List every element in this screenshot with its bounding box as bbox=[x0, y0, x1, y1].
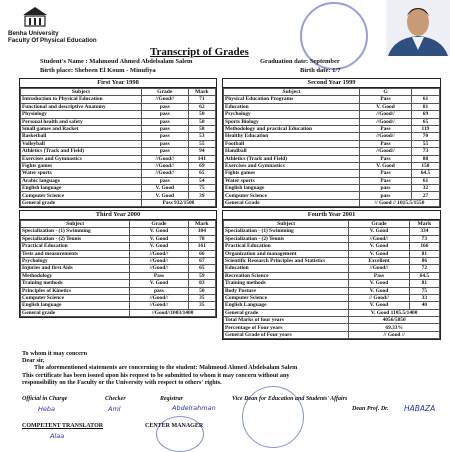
mark-cell: 50 bbox=[188, 118, 215, 125]
second-year-title: Second Year 1999 bbox=[223, 79, 440, 88]
mark-cell: 35 bbox=[188, 302, 215, 309]
mark-cell: 62 bbox=[188, 103, 215, 110]
subject-cell: Water sports bbox=[224, 177, 360, 184]
table-row bbox=[224, 317, 440, 324]
table-row bbox=[224, 118, 440, 125]
table-row bbox=[21, 185, 216, 192]
mark-cell: 73 bbox=[411, 148, 439, 155]
mark-cell: 61 bbox=[411, 96, 439, 103]
subject-cell: Functional and descriptive Anatomy bbox=[21, 103, 142, 110]
subject-cell: Computer Science bbox=[21, 294, 130, 301]
mark-cell: 119 bbox=[411, 125, 439, 132]
letter-paragraph-2: This certificate has been issued upon his request to be submitted to whom it may concern without any bbox=[22, 371, 290, 379]
birth-place-line bbox=[40, 67, 156, 74]
grade-cell: Pass bbox=[360, 96, 412, 103]
letter-salutation: To whom it may concern bbox=[22, 350, 88, 357]
mark-cell: 66 bbox=[188, 250, 215, 257]
subject-cell: Personal health and safety bbox=[21, 118, 142, 125]
official-signature: Heba bbox=[38, 405, 55, 413]
column-header: Subject bbox=[21, 89, 142, 96]
subject-cell: General Grade of Four years bbox=[224, 331, 349, 338]
table-header-row bbox=[21, 221, 216, 228]
dean-signature: HABAZA bbox=[404, 404, 436, 413]
grade-cell: //Good// bbox=[130, 250, 189, 257]
mark-cell: 86 bbox=[409, 257, 439, 264]
grade-cell: V. Good bbox=[349, 228, 409, 235]
subject-cell: English Language bbox=[224, 302, 349, 309]
table-row bbox=[21, 177, 216, 184]
subject-cell: English language bbox=[21, 185, 142, 192]
table-row bbox=[224, 162, 440, 169]
subject-cell: Computer Science bbox=[224, 294, 349, 301]
mark-cell: 75 bbox=[188, 185, 215, 192]
table-row bbox=[21, 272, 216, 279]
table-header-row bbox=[224, 221, 440, 228]
mark-cell: 81 bbox=[409, 280, 439, 287]
mark-cell: 50 bbox=[188, 287, 215, 294]
table-row bbox=[21, 155, 216, 162]
grade-cell: //Good// bbox=[130, 302, 189, 309]
subject-cell: Sports Biology bbox=[224, 118, 360, 125]
subject-cell: Specialization - (1) Swimming bbox=[224, 228, 349, 235]
mark-cell: 73 bbox=[409, 235, 439, 242]
student-name-line bbox=[40, 58, 192, 65]
grade-cell: pass bbox=[141, 177, 188, 184]
table-row bbox=[224, 192, 440, 199]
table-row bbox=[21, 111, 216, 118]
mark-cell: 69 bbox=[188, 162, 215, 169]
subject-cell: Physical Education Programs bbox=[224, 96, 360, 103]
registrar-label: Registrar bbox=[160, 396, 184, 402]
page-title: Transcript of Grades bbox=[150, 46, 249, 58]
table-row bbox=[21, 309, 216, 316]
table-row bbox=[21, 140, 216, 147]
grade-cell: // Good // bbox=[349, 331, 440, 338]
column-header: Mark bbox=[409, 221, 439, 228]
subject-cell: Education bbox=[224, 103, 360, 110]
table-row bbox=[21, 103, 216, 110]
subject-cell: Healthy Education bbox=[224, 133, 360, 140]
table-row bbox=[224, 140, 440, 147]
column-header: Subject bbox=[224, 221, 349, 228]
subject-cell: Basketball bbox=[21, 133, 142, 140]
table-row bbox=[21, 133, 216, 140]
table-header-row bbox=[21, 89, 216, 96]
subject-cell: General grade bbox=[224, 309, 349, 316]
mark-cell: 65 bbox=[188, 170, 215, 177]
student-name-label: Student's Name : bbox=[40, 58, 88, 65]
subject-cell: Training methods bbox=[224, 280, 349, 287]
mark-cell: 166 bbox=[409, 243, 439, 250]
table-row bbox=[21, 257, 216, 264]
letter-paragraph-1: The aforementioned statements are concerning to the student: Mahmoud Ahmed Abdelsalam Salem bbox=[34, 364, 298, 372]
mark-cell: 161 bbox=[188, 243, 215, 250]
table-row bbox=[224, 331, 440, 338]
grade-cell: //Good// bbox=[130, 257, 189, 264]
table-row bbox=[21, 294, 216, 301]
vice-dean-label: Vice Dean for Education and Students' Affairs bbox=[232, 396, 348, 402]
grade-cell: V. Good bbox=[349, 250, 409, 257]
grade-cell: //Good// bbox=[141, 162, 188, 169]
subject-cell: Physiology bbox=[21, 111, 142, 118]
column-header: Subject bbox=[224, 89, 360, 96]
table-row bbox=[21, 250, 216, 257]
translator-signature: Alaa bbox=[50, 432, 65, 440]
table-header-row bbox=[224, 89, 440, 96]
mark-cell: 78 bbox=[188, 235, 215, 242]
subject-cell: Specialization - (2) Tennis bbox=[21, 235, 130, 242]
mark-cell: 334 bbox=[409, 228, 439, 235]
mark-cell: 55 bbox=[411, 140, 439, 147]
mark-cell: 70 bbox=[411, 133, 439, 140]
university-name bbox=[8, 30, 97, 44]
grade-cell: V. Good bbox=[349, 287, 409, 294]
table-row bbox=[224, 199, 440, 206]
student-photo-icon bbox=[386, 0, 450, 56]
grade-cell: //Good// bbox=[141, 96, 188, 103]
column-header: Mark bbox=[188, 89, 215, 96]
table-row bbox=[224, 265, 440, 272]
table-row bbox=[224, 111, 440, 118]
fourth-year-table bbox=[222, 210, 441, 340]
column-header: Subject bbox=[21, 221, 130, 228]
checker-signature: Aml bbox=[108, 405, 121, 413]
mark-cell: 67 bbox=[188, 257, 215, 264]
subject-cell: Body Posture bbox=[224, 287, 349, 294]
grade-cell: pass bbox=[141, 125, 188, 132]
mark-cell: 75 bbox=[409, 287, 439, 294]
column-header: G bbox=[360, 89, 412, 96]
mark-cell: 69 bbox=[411, 111, 439, 118]
subject-cell: Psychology bbox=[224, 111, 360, 118]
faculty-seal bbox=[242, 386, 304, 448]
grade-cell: // Good// bbox=[349, 294, 409, 301]
university-line-2: Faculty Of Physical Education bbox=[8, 37, 97, 44]
first-year-table bbox=[19, 78, 217, 208]
subject-cell: Methodology bbox=[21, 272, 130, 279]
table-row bbox=[224, 133, 440, 140]
subject-cell: Principles of Kinetics bbox=[21, 287, 130, 294]
table-row bbox=[224, 177, 440, 184]
table-row bbox=[224, 294, 440, 301]
subject-cell: Arabic language bbox=[21, 177, 142, 184]
grade-cell: //Good// bbox=[141, 155, 188, 162]
subject-cell: Practical Education bbox=[224, 243, 349, 250]
third-year-table bbox=[19, 210, 217, 318]
table-row bbox=[21, 170, 216, 177]
mark-cell: 141 bbox=[188, 155, 215, 162]
translator-label: COMPETENT TRANSLATOR bbox=[22, 423, 104, 429]
column-header bbox=[411, 89, 439, 96]
table-row bbox=[224, 272, 440, 279]
mark-cell: 65 bbox=[411, 118, 439, 125]
grade-cell: Excellent bbox=[349, 257, 409, 264]
table-row bbox=[224, 170, 440, 177]
table-row bbox=[224, 302, 440, 309]
grade-cell: V. Good bbox=[349, 243, 409, 250]
mark-cell: 40 bbox=[409, 302, 439, 309]
mark-cell: 61 bbox=[411, 177, 439, 184]
mark-cell: 55 bbox=[188, 140, 215, 147]
grade-cell: Pass bbox=[360, 140, 412, 147]
subject-cell: Recreation Science bbox=[224, 272, 349, 279]
subject-cell: Organization and management bbox=[224, 250, 349, 257]
subject-cell: General grade bbox=[21, 199, 142, 206]
subject-cell: Athletics (Track and Field) bbox=[224, 155, 360, 162]
subject-cell: Fights games bbox=[21, 162, 142, 169]
subject-cell: Exercises and Gymnastics bbox=[21, 155, 142, 162]
mark-cell: 71 bbox=[188, 96, 215, 103]
column-header: Grade bbox=[141, 89, 188, 96]
center-manager-label: CENTER MANAGER bbox=[145, 423, 204, 429]
table-row bbox=[21, 287, 216, 294]
table-row bbox=[21, 125, 216, 132]
grade-cell: //Good// bbox=[360, 118, 412, 125]
grade-cell: //Good// bbox=[360, 111, 412, 118]
grade-cell: pass bbox=[141, 133, 188, 140]
mark-cell: 54 bbox=[188, 177, 215, 184]
subject-cell: Training methods bbox=[21, 280, 130, 287]
grade-cell: Pass bbox=[360, 170, 412, 177]
birth-date: Birth date: 1/7 bbox=[300, 67, 341, 74]
mark-cell: 304 bbox=[188, 228, 215, 235]
mark-cell: 39 bbox=[188, 192, 215, 199]
mark-cell: 88 bbox=[411, 155, 439, 162]
letter-body bbox=[22, 350, 442, 386]
first-year-title: First Year 1998 bbox=[20, 79, 216, 88]
mark-cell: 94 bbox=[188, 148, 215, 155]
grade-cell: //Good// bbox=[130, 294, 189, 301]
grade-cell: Pass bbox=[360, 125, 412, 132]
third-year-title: Third Year 2000 bbox=[20, 211, 216, 220]
translation-center-stamp bbox=[156, 416, 204, 452]
subject-cell: Athletics (Track and Field) bbox=[21, 148, 142, 155]
grade-cell: V. Good bbox=[141, 192, 188, 199]
column-header: Grade bbox=[349, 221, 409, 228]
grade-cell: V. Good 1105.5/1400 bbox=[349, 309, 440, 316]
grade-cell: //Good// bbox=[141, 170, 188, 177]
grade-cell: Pass 932/1500 bbox=[141, 199, 215, 206]
table-row bbox=[21, 243, 216, 250]
official-in-charge-label: Official in Charge bbox=[22, 396, 68, 402]
grade-cell: //Good// bbox=[349, 235, 409, 242]
grade-cell: //Good// bbox=[360, 133, 412, 140]
table-row bbox=[224, 280, 440, 287]
grade-cell: Pass bbox=[360, 155, 412, 162]
birth-place-label: Birth place: bbox=[40, 67, 74, 74]
table-row bbox=[224, 125, 440, 132]
grade-cell: V. Good bbox=[130, 243, 189, 250]
mark-cell: 83 bbox=[188, 280, 215, 287]
grade-cell: // Good // 1015.5/1550 bbox=[360, 199, 440, 206]
table-row bbox=[21, 118, 216, 125]
mark-cell: 150 bbox=[411, 162, 439, 169]
grade-cell: V. Good bbox=[360, 103, 412, 110]
grade-cell: pass bbox=[141, 111, 188, 118]
subject-cell: Education bbox=[224, 265, 349, 272]
university-line-1: Benha University bbox=[8, 30, 59, 37]
grade-cell: //Good// bbox=[360, 148, 412, 155]
grade-cell: V. Good bbox=[360, 162, 412, 169]
letter-greeting: Dear sir, bbox=[22, 357, 45, 365]
table-row bbox=[21, 148, 216, 155]
registrar-signature: Abdelrahman bbox=[172, 404, 216, 412]
column-header: Mark bbox=[188, 221, 215, 228]
grade-cell: //Good// bbox=[349, 265, 409, 272]
grade-cell: pass bbox=[360, 192, 412, 199]
subject-cell: Exercises and Gymnastics bbox=[224, 162, 360, 169]
table-row bbox=[21, 162, 216, 169]
grade-cell: Pass bbox=[360, 177, 412, 184]
mark-cell: 65 bbox=[188, 265, 215, 272]
grade-cell: V. Good bbox=[141, 185, 188, 192]
table-row bbox=[224, 148, 440, 155]
mark-cell: 81 bbox=[411, 103, 439, 110]
table-row bbox=[21, 228, 216, 235]
mark-cell: 33 bbox=[409, 294, 439, 301]
subject-cell: Football bbox=[224, 140, 360, 147]
table-row bbox=[21, 235, 216, 242]
grade-cell: 4056/5850 bbox=[349, 317, 440, 324]
subject-cell: Volleyball bbox=[21, 140, 142, 147]
subject-cell: Small games and Racket bbox=[21, 125, 142, 132]
subject-cell: Percentage of Four years bbox=[224, 324, 349, 331]
grade-cell: V. Good bbox=[349, 280, 409, 287]
subject-cell: Computer Science bbox=[224, 192, 360, 199]
subject-cell: Scientific Research Principles and Statistics bbox=[224, 257, 349, 264]
table-row bbox=[224, 103, 440, 110]
table-row bbox=[224, 185, 440, 192]
mark-cell: 35 bbox=[188, 294, 215, 301]
grade-cell: pass bbox=[141, 103, 188, 110]
dean-label: Dean Prof. Dr. bbox=[352, 406, 389, 412]
subject-cell: General Grade bbox=[224, 199, 360, 206]
subject-cell: Fights games bbox=[224, 170, 360, 177]
table-row bbox=[224, 324, 440, 331]
subject-cell: Water sports bbox=[21, 170, 142, 177]
grade-cell: V. Good bbox=[130, 280, 189, 287]
grade-cell: pass bbox=[141, 140, 188, 147]
table-row bbox=[224, 243, 440, 250]
mark-cell: 64.5 bbox=[409, 272, 439, 279]
student-photo bbox=[386, 0, 450, 56]
subject-cell: Specialization - (1) Swimming bbox=[21, 228, 130, 235]
grade-cell: pass bbox=[130, 287, 189, 294]
table-row bbox=[21, 280, 216, 287]
table-row bbox=[21, 192, 216, 199]
letter-paragraph-3: responsibility on the Faculty or the University with respect to others' rights. bbox=[22, 378, 222, 386]
subject-cell: Introduction to Physical Education bbox=[21, 96, 142, 103]
grade-cell: V. Good bbox=[349, 302, 409, 309]
grade-cell: //Good//1003/1400 bbox=[130, 309, 216, 316]
subject-cell: Psychology bbox=[21, 257, 130, 264]
fourth-year-title: Fourth Year 2001 bbox=[223, 211, 440, 220]
graduation-date: Graduation date: September bbox=[260, 58, 340, 65]
mark-cell: 27 bbox=[411, 192, 439, 199]
mark-cell: 32 bbox=[411, 185, 439, 192]
table-row bbox=[224, 235, 440, 242]
second-year-table bbox=[222, 78, 441, 208]
column-header: Grade bbox=[130, 221, 189, 228]
mark-cell: 81 bbox=[409, 250, 439, 257]
grade-cell: pass bbox=[141, 148, 188, 155]
university-logo-icon bbox=[22, 6, 48, 28]
subject-cell: General grade bbox=[21, 309, 130, 316]
table-row bbox=[224, 287, 440, 294]
grade-cell: Pass bbox=[349, 272, 409, 279]
subject-cell: Handball bbox=[224, 148, 360, 155]
grade-cell: V. Good bbox=[130, 235, 189, 242]
subject-cell: Practical Education bbox=[21, 243, 130, 250]
table-row bbox=[21, 199, 216, 206]
grade-cell: pass bbox=[360, 185, 412, 192]
mark-cell: 50 bbox=[188, 111, 215, 118]
checker-label: Checker bbox=[105, 396, 126, 402]
table-row bbox=[224, 257, 440, 264]
grade-cell: V. Good bbox=[130, 228, 189, 235]
subject-cell: Methodology and practical Education bbox=[224, 125, 360, 132]
grade-cell: 69.33% bbox=[349, 324, 440, 331]
table-row bbox=[21, 96, 216, 103]
birth-place: Shebeen El Koum - Minufiya bbox=[74, 67, 156, 74]
subject-cell: English language bbox=[21, 302, 130, 309]
table-row bbox=[224, 228, 440, 235]
student-name: Mahmoud Ahmed Abdelsalam Salem bbox=[89, 58, 193, 65]
mark-cell: 72 bbox=[409, 265, 439, 272]
mark-cell: 53 bbox=[188, 133, 215, 140]
subject-cell: Specialization - (2) Tennis bbox=[224, 235, 349, 242]
subject-cell: Total Marks of four years bbox=[224, 317, 349, 324]
subject-cell: Injuries and first Aids bbox=[21, 265, 130, 272]
subject-cell: Tests and measurements bbox=[21, 250, 130, 257]
grade-cell: Pass bbox=[130, 272, 189, 279]
mark-cell: 59 bbox=[188, 272, 215, 279]
table-row bbox=[224, 309, 440, 316]
table-row bbox=[21, 302, 216, 309]
mark-cell: 58 bbox=[188, 125, 215, 132]
grade-cell: //Good// bbox=[130, 265, 189, 272]
table-row bbox=[224, 250, 440, 257]
table-row bbox=[224, 155, 440, 162]
table-row bbox=[224, 96, 440, 103]
subject-cell: Computer Science bbox=[21, 192, 142, 199]
grade-cell: pass bbox=[141, 118, 188, 125]
subject-cell: English language bbox=[224, 185, 360, 192]
table-row bbox=[21, 265, 216, 272]
mark-cell: 64.5 bbox=[411, 170, 439, 177]
